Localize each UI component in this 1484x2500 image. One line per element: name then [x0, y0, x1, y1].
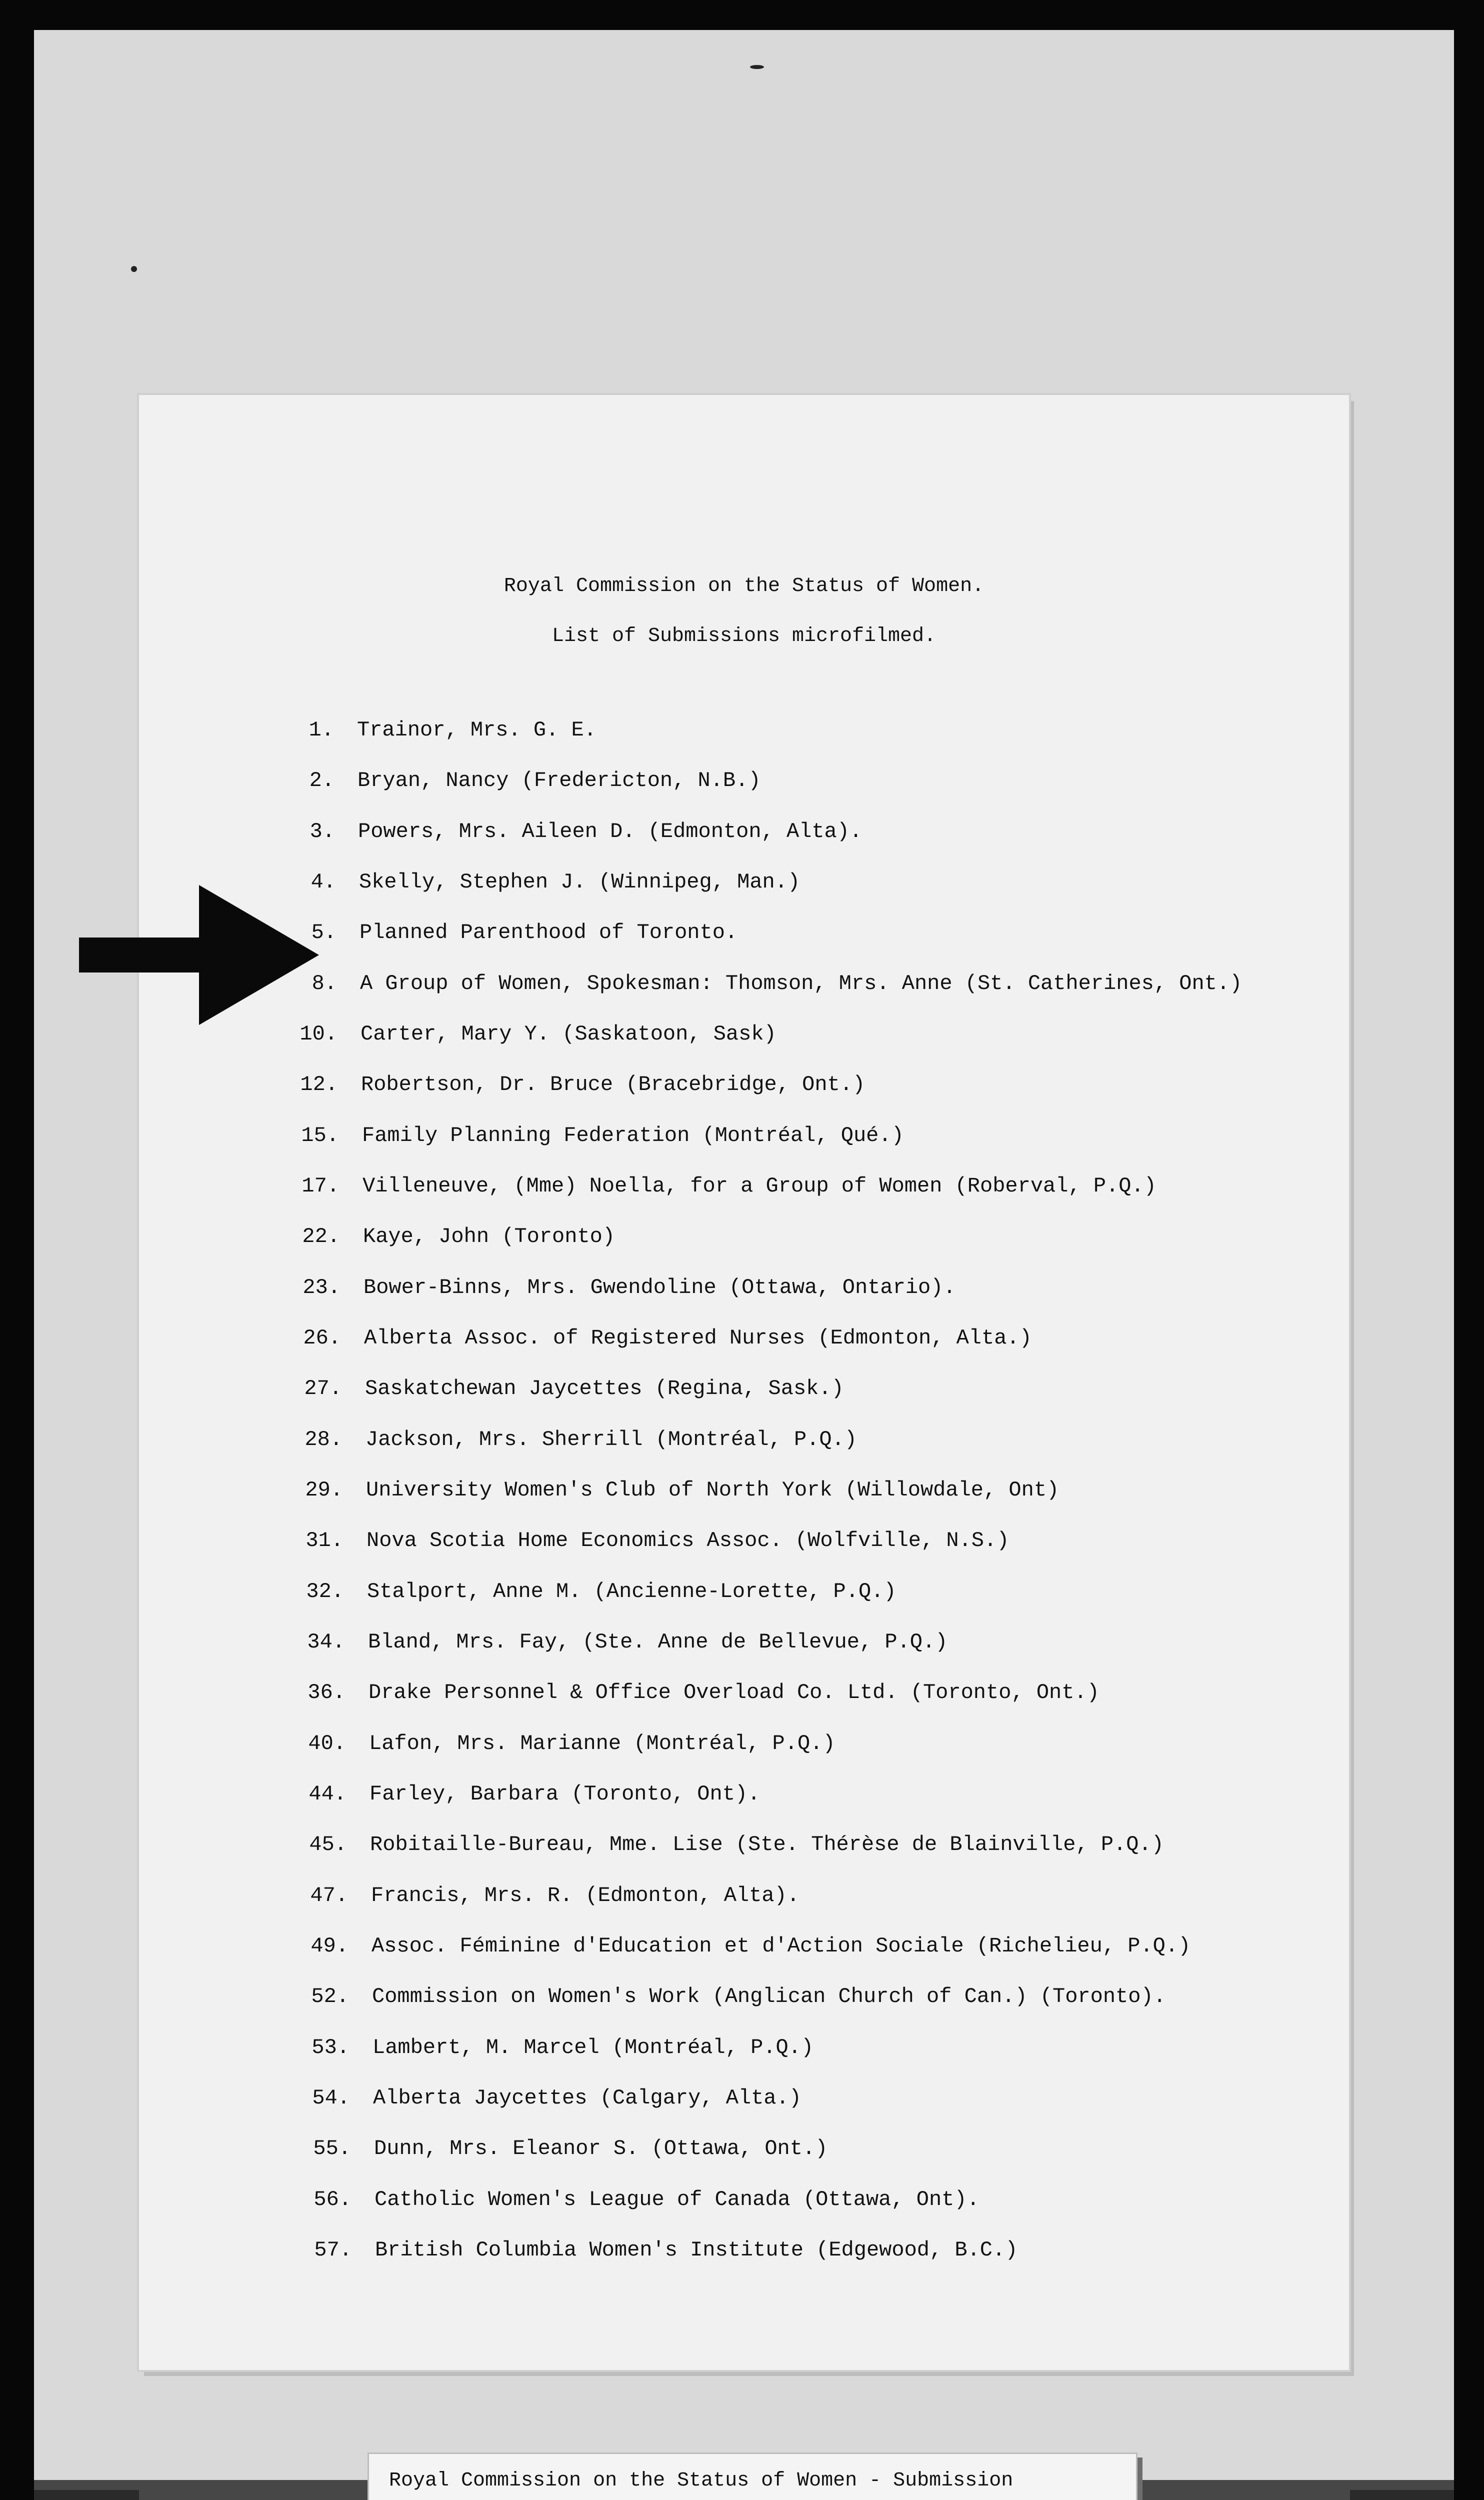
submission-entry — [288, 1475, 1059, 1505]
submission-entry — [289, 1576, 896, 1606]
entry-text: Robitaille-Bureau, Mme. Lise (Ste. Thérèse de Blainville, P.Q.) — [370, 1832, 1164, 1856]
submission-entry — [294, 1982, 1166, 2012]
entry-text: Francis, Mrs. R. (Edmonton, Alta). — [371, 1884, 800, 1908]
microfilm-label-card — [368, 2452, 1138, 2500]
document-title: Royal Commission on the Status of Women. — [504, 575, 984, 598]
entry-number: 1. — [308, 718, 334, 742]
label-line-2 — [389, 2496, 1116, 2500]
entry-text: Bland, Mrs. Fay, (Ste. Anne de Bellevue, P.Q.) — [368, 1630, 948, 1654]
film-speck — [131, 266, 137, 272]
entry-number: 8. — [312, 972, 337, 996]
entry-text: Catholic Women's League of Canada (Ottawa, Ont). — [374, 2188, 980, 2212]
entry-text: Bryan, Nancy (Fredericton, N.B.) — [358, 768, 761, 792]
document-sheet — [139, 395, 1349, 2370]
entry-text: Farley, Barbara (Toronto, Ont). — [370, 1782, 760, 1806]
entry-number: 55. — [313, 2136, 351, 2160]
submission-entry — [279, 715, 596, 745]
label-line-1: Royal Commission on the Status of Women - Submission — [389, 2470, 1014, 2492]
submission-entry — [285, 1222, 615, 1252]
entry-number: 40. — [308, 1732, 346, 1756]
entry-number: 4. — [310, 870, 336, 894]
submission-list — [139, 395, 1349, 2370]
submission-entry — [290, 1627, 948, 1657]
submission-entry — [282, 918, 738, 948]
band-shadow-right — [1350, 2490, 1454, 2500]
entry-number: 45. — [309, 1832, 347, 1856]
entry-number: 27. — [304, 1376, 342, 1400]
entry-number: 22. — [302, 1224, 340, 1248]
submission-entry — [297, 2235, 1018, 2265]
entry-number: 15. — [301, 1124, 339, 1148]
entry-text: Jackson, Mrs. Sherrill (Montréal, P.Q.) — [366, 1428, 857, 1452]
entry-number: 47. — [310, 1884, 348, 1908]
submission-entry — [282, 1019, 776, 1049]
entry-number: 52. — [311, 1984, 349, 2008]
entry-text: A Group of Women, Spokesman: Thomson, Mrs. Anne (St. Catherines, Ont.) — [360, 972, 1242, 996]
entry-number: 53. — [312, 2036, 350, 2060]
submission-entry — [290, 1678, 1100, 1708]
submission-entry — [287, 1374, 844, 1404]
submission-entry — [296, 2134, 828, 2164]
entry-text: Planned Parenthood of Toronto. — [360, 920, 738, 944]
entry-text: University Women's Club of North York (Willowdale, Ont) — [366, 1478, 1060, 1502]
entry-number: 49. — [310, 1934, 348, 1958]
entry-number: 44. — [308, 1782, 346, 1806]
entry-text: Robertson, Dr. Bruce (Bracebridge, Ont.) — [361, 1072, 866, 1096]
right-arrow-icon — [79, 885, 319, 1025]
entry-text: Lambert, M. Marcel (Montréal, P.Q.) — [372, 2036, 814, 2060]
submission-entry — [281, 867, 800, 897]
submission-entry — [294, 2032, 814, 2062]
submission-entry — [294, 1931, 1190, 1961]
film-speck — [750, 65, 764, 69]
submission-entry — [291, 1728, 836, 1758]
entry-text: Assoc. Féminine d'Education et d'Action Sociale (Richelieu, P.Q.) — [372, 1934, 1191, 1958]
entry-text: Powers, Mrs. Aileen D. (Edmonton, Alta). — [358, 820, 862, 844]
entry-text: Skelly, Stephen J. (Winnipeg, Man.) — [359, 870, 800, 894]
entry-text: Stalport, Anne M. (Ancienne-Lorette, P.Q.) — [367, 1580, 896, 1604]
submission-entry — [284, 1120, 904, 1150]
entry-text: Nova Scotia Home Economics Assoc. (Wolfville, N.S.) — [366, 1528, 1010, 1552]
entry-number: 10. — [300, 1022, 338, 1046]
entry-number: 29. — [305, 1478, 343, 1502]
entry-text: Drake Personnel & Office Overload Co. Ltd. (Toronto, Ont.) — [368, 1680, 1100, 1704]
submission-entry — [292, 1830, 1164, 1860]
submission-entry — [286, 1323, 1032, 1353]
band-shadow-left — [34, 2490, 139, 2500]
entry-text: Alberta Assoc. of Registered Nurses (Edmonton, Alta.) — [364, 1326, 1032, 1350]
submission-entry — [292, 1779, 760, 1809]
entry-text: Family Planning Federation (Montréal, Qué.) — [362, 1124, 904, 1148]
submission-entry — [283, 1070, 865, 1100]
entry-number: 23. — [302, 1276, 340, 1300]
submission-entry — [282, 968, 1242, 998]
entry-number: 32. — [306, 1580, 344, 1604]
entry-number: 26. — [303, 1326, 341, 1350]
entry-number: 5. — [311, 920, 336, 944]
entry-text: Carter, Mary Y. (Saskatoon, Sask) — [360, 1022, 776, 1046]
entry-text: Dunn, Mrs. Eleanor S. (Ottawa, Ont.) — [374, 2136, 828, 2160]
entry-text: British Columbia Women's Institute (Edgewood, B.C.) — [375, 2238, 1018, 2262]
entry-number: 36. — [308, 1680, 346, 1704]
submission-entry — [288, 1424, 857, 1454]
entry-number: 12. — [300, 1072, 338, 1096]
submission-entry — [293, 1880, 800, 1910]
entry-number: 28. — [304, 1428, 342, 1452]
submission-entry — [280, 766, 761, 796]
entry-number: 54. — [312, 2086, 350, 2110]
entry-number: 2. — [309, 768, 334, 792]
entry-text: Saskatchewan Jaycettes (Regina, Sask.) — [365, 1376, 844, 1400]
submission-entry — [286, 1272, 956, 1302]
entry-text: Kaye, John (Toronto) — [363, 1224, 616, 1248]
entry-number: 3. — [310, 820, 335, 844]
submission-entry — [296, 2184, 980, 2214]
entry-text: Alberta Jaycettes (Calgary, Alta.) — [373, 2086, 802, 2110]
entry-text: Lafon, Mrs. Marianne (Montréal, P.Q.) — [369, 1732, 836, 1756]
entry-text: Commission on Women's Work (Anglican Church of Can.) (Toronto). — [372, 1984, 1166, 2008]
submission-entry — [284, 1171, 1156, 1201]
submission-entry — [295, 2083, 802, 2113]
entry-number: 17. — [302, 1174, 340, 1198]
entry-number: 34. — [307, 1630, 345, 1654]
submission-entry — [288, 1526, 1009, 1556]
document-subtitle: List of Submissions microfilmed. — [552, 625, 936, 648]
entry-text: Villeneuve, (Mme) Noella, for a Group of Women (Roberval, P.Q.) — [362, 1174, 1156, 1198]
entry-number: 57. — [314, 2238, 352, 2262]
entry-text: Trainor, Mrs. G. E. — [357, 718, 596, 742]
entry-number: 31. — [306, 1528, 344, 1552]
submission-entry — [280, 816, 862, 846]
entry-number: 56. — [314, 2188, 352, 2212]
entry-text: Bower-Binns, Mrs. Gwendoline (Ottawa, Ontario). — [364, 1276, 956, 1300]
